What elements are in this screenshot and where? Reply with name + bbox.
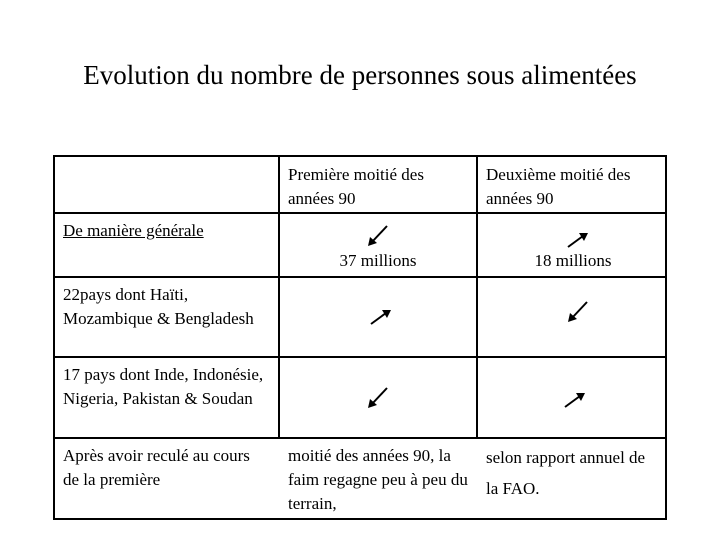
header-first-half: Première moitié des années 90 (288, 165, 424, 208)
row-label: 17 pays dont Inde, Indonésie, Nigeria, Pakistan & Soudan (63, 365, 264, 408)
divider (55, 356, 665, 358)
divider (55, 437, 665, 439)
value: 37 millions (339, 251, 417, 270)
arrow-up-icon (562, 387, 588, 413)
page-title: Evolution du nombre de personnes sous alimentées (83, 60, 637, 90)
arrow-up-icon (368, 304, 394, 330)
footer-text: selon rapport annuel de la FAO. (486, 448, 646, 498)
header-second-half: Deuxième moitié des années 90 (486, 165, 631, 208)
footer-text: Après avoir reculé au cours de la première (63, 446, 250, 489)
arrow-down-icon (365, 223, 391, 249)
hunger-table (53, 155, 667, 520)
arrow-down-icon (565, 299, 591, 325)
row-label: 22pays dont Haïti, Mozambique & Bengladesh (63, 285, 254, 328)
footer-text: moitié des années 90, la faim regagne peu à peu du terrain, (288, 446, 468, 513)
row-label: De manière générale (63, 221, 204, 240)
arrow-down-icon (365, 385, 391, 411)
divider (55, 276, 665, 278)
value: 18 millions (534, 251, 612, 270)
